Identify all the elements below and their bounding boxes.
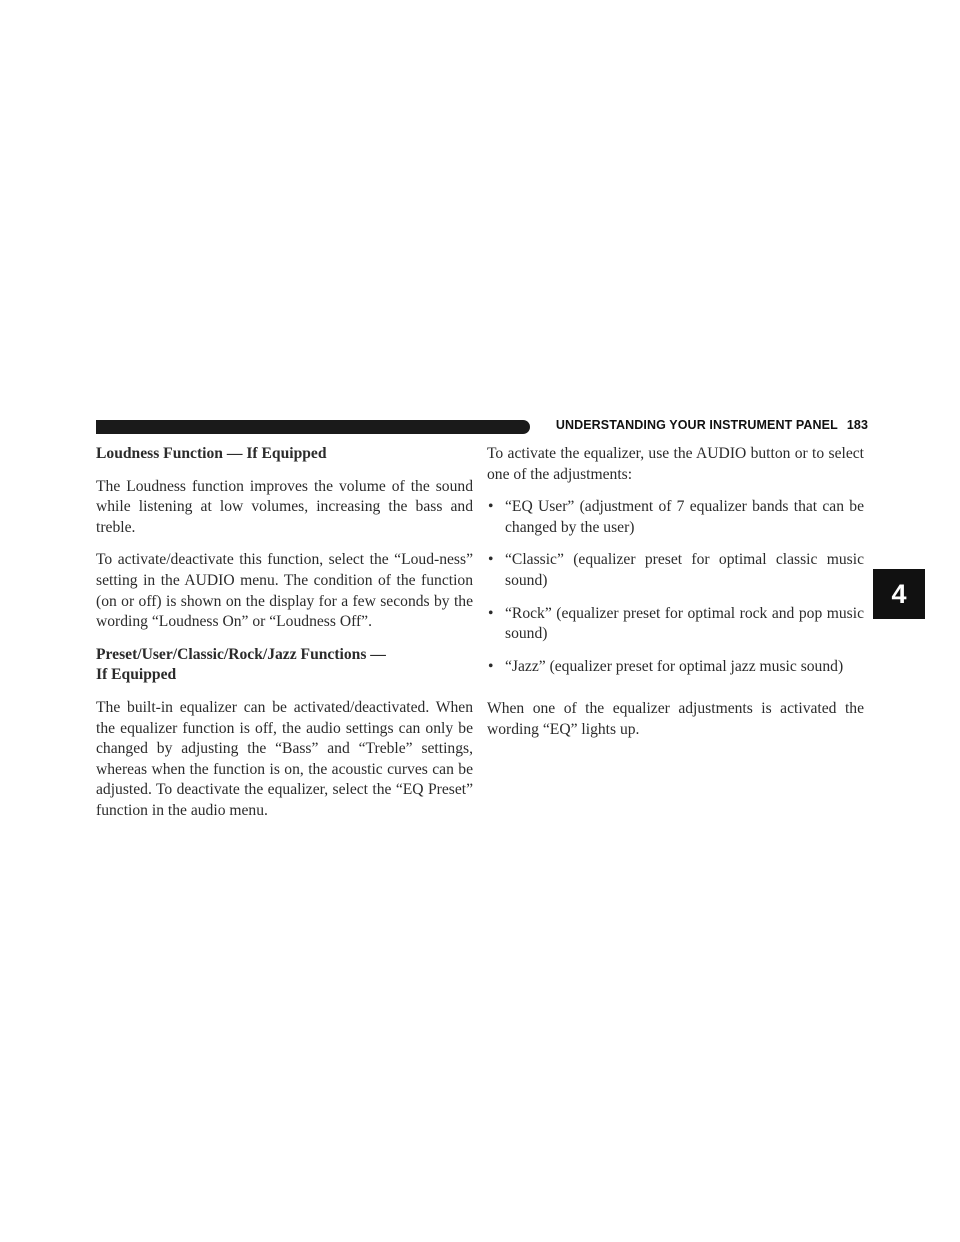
list-item-text: “EQ User” (adjustment of 7 equalizer bands that can be changed by the user)	[505, 498, 864, 536]
paragraph-loudness-intro: The Loudness function improves the volume of the sound while listening at low volumes, increasing the bass and treble.	[96, 477, 473, 536]
heading-eq-line1: Preset/User/Classic/Rock/Jazz Functions —	[96, 645, 386, 663]
chapter-tab: 4	[873, 569, 925, 619]
paragraph-equalizer: The built-in equalizer can be activated/deactivated. When the equalizer function is off, the audio settings can only be changed by adjusting the “Bass” and “Treble” settings, whereas when the function is on, the acoustic curves can be adjusted. To deactivate the equalizer, select the “EQ Preset” function in the audio menu.	[96, 698, 473, 819]
list-item	[487, 657, 864, 678]
paragraph-loudness-activate: To activate/deactivate this function, select the “Loud-ness” setting in the AUDIO menu. The condition of the function (on or off) is shown on the display for a few seconds by the wording “Loudness On” or “Loudness Off”.	[96, 551, 473, 631]
heading-eq-functions	[96, 645, 473, 686]
bullet-icon: •	[488, 657, 494, 675]
list-item-text: “Rock” (equalizer preset for optimal rock and pop music sound)	[505, 604, 864, 643]
right-column	[487, 444, 864, 753]
header-rule	[96, 420, 530, 434]
list-item	[487, 497, 864, 538]
list-item	[487, 550, 864, 591]
list-item-text: “Jazz” (equalizer preset for optimal jazz music sound)	[505, 657, 844, 675]
running-header	[538, 418, 868, 432]
bullet-icon: •	[488, 551, 494, 569]
paragraph-eq-closing: When one of the equalizer adjustments is activated the wording “EQ” lights up.	[487, 700, 864, 738]
list-item	[487, 604, 864, 645]
bullet-icon: •	[488, 498, 494, 516]
heading-eq-line2: If Equipped	[96, 666, 177, 684]
list-item-text: “Classic” (equalizer preset for optimal classic music sound)	[505, 551, 864, 589]
heading-loudness: Loudness Function — If Equipped	[96, 445, 327, 462]
paragraph-eq-intro: To activate the equalizer, use the AUDIO button or to select one of the adjustments:	[487, 445, 864, 483]
bullet-icon: •	[488, 604, 494, 622]
section-title: UNDERSTANDING YOUR INSTRUMENT PANEL	[555, 418, 838, 432]
left-column	[96, 444, 473, 834]
page-number: 183	[846, 418, 868, 432]
eq-adjustment-list	[487, 497, 864, 677]
